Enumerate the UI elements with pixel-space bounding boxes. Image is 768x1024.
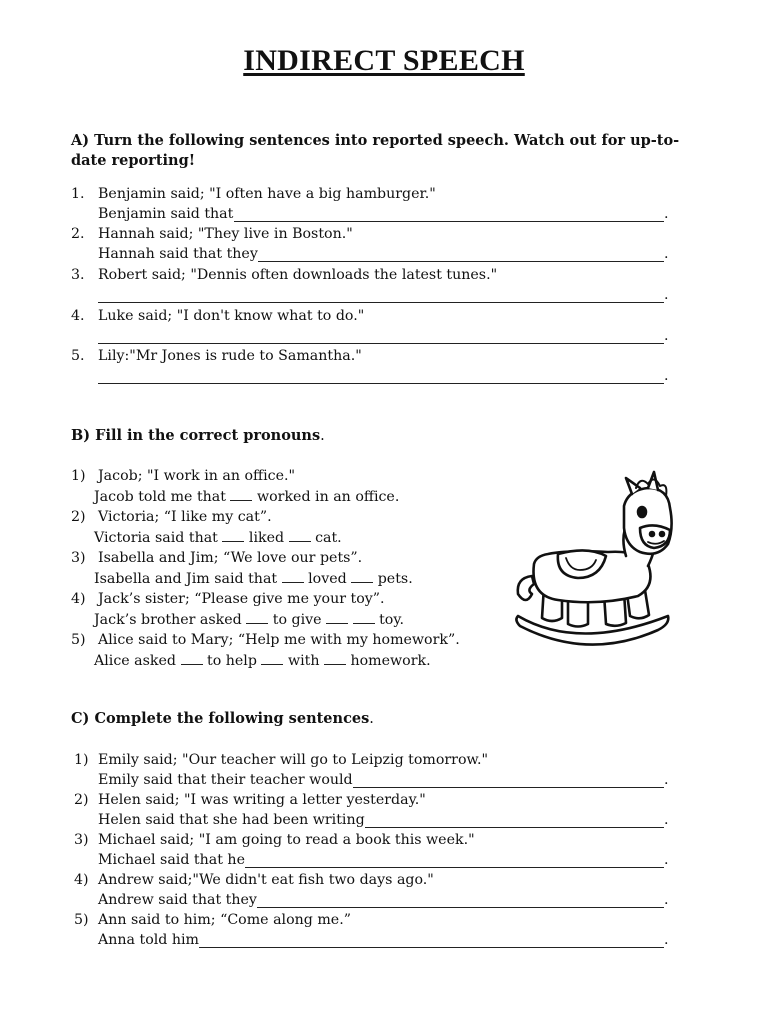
item-fill-sentence	[94, 527, 342, 548]
sentence-part: liked	[244, 530, 289, 546]
item-number: 1)	[71, 468, 86, 484]
sentence-part: to help	[202, 653, 262, 669]
answer-line[interactable]	[353, 770, 664, 790]
sentence-part: Isabella and Jim said that	[94, 571, 282, 587]
answer-line[interactable]	[258, 244, 664, 264]
section-b-heading-text: B) Fill in the correct pronouns	[71, 427, 321, 444]
pronoun-blank[interactable]	[353, 609, 375, 624]
item-number: 5)	[74, 912, 89, 928]
line-period: .	[664, 246, 669, 262]
item-number: 4.	[71, 308, 85, 324]
section-c-heading-period: .	[369, 711, 374, 727]
item-number: 1)	[74, 752, 89, 768]
item-number: 4)	[74, 872, 89, 888]
line-period: .	[664, 812, 669, 828]
item-fill-sentence	[94, 568, 413, 589]
item-number: 2.	[71, 226, 85, 242]
item-number: 5)	[71, 632, 86, 648]
sentence-part: Jacob told me that	[94, 489, 231, 505]
sentence-part: Jack’s brother asked	[94, 612, 247, 628]
line-period: .	[664, 287, 669, 303]
item-number: 3)	[71, 550, 86, 566]
item-prompt: Emily said that their teacher would	[98, 772, 353, 788]
item-quote: Isabella and Jim; “We love our pets”.	[98, 550, 363, 566]
page-title: INDIRECT SPEECH	[243, 44, 525, 77]
rocking-horse-illustration	[508, 466, 678, 656]
item-number: 3)	[74, 832, 89, 848]
sentence-part: toy.	[374, 612, 404, 628]
sentence-part: pets.	[373, 571, 413, 587]
sentence-part: Victoria said that	[94, 530, 223, 546]
item-number: 3.	[71, 267, 85, 283]
pronoun-blank[interactable]	[181, 650, 203, 665]
answer-line[interactable]	[365, 810, 664, 830]
pronoun-blank[interactable]	[230, 486, 252, 501]
section-a-heading-line1: A) Turn the following sentences into reported speech. Watch out for up-to-	[71, 132, 680, 149]
answer-line[interactable]	[257, 890, 664, 910]
section-b-heading-period: .	[320, 428, 325, 444]
line-period: .	[664, 772, 669, 788]
pronoun-blank[interactable]	[351, 568, 373, 583]
item-number: 1.	[71, 186, 85, 202]
answer-line[interactable]	[98, 366, 664, 386]
line-period: .	[664, 206, 669, 222]
item-prompt: Andrew said that they	[98, 892, 257, 908]
pronoun-blank[interactable]	[289, 527, 311, 542]
sentence-part: with	[283, 653, 324, 669]
item-quote: Lily:"Mr Jones is rude to Samantha."	[98, 348, 362, 364]
line-period: .	[664, 328, 669, 344]
answer-line[interactable]	[234, 204, 664, 224]
sentence-part: cat.	[310, 530, 342, 546]
item-quote: Robert said; "Dennis often downloads the latest tunes."	[98, 267, 498, 283]
sentence-part: worked in an office.	[252, 489, 400, 505]
item-fill-sentence	[94, 609, 404, 630]
item-prompt: Benjamin said that	[98, 206, 234, 222]
item-prompt: Hannah said that they	[98, 246, 258, 262]
pronoun-blank[interactable]	[282, 568, 304, 583]
item-number: 2)	[71, 509, 86, 525]
sentence-part: Alice asked	[94, 653, 181, 669]
section-c-heading-text: C) Complete the following sentences	[71, 710, 370, 727]
item-quote: Jacob; "I work in an office."	[98, 468, 296, 484]
pronoun-blank[interactable]	[261, 650, 283, 665]
item-number: 2)	[74, 792, 89, 808]
item-fill-sentence	[94, 650, 431, 671]
pronoun-blank[interactable]	[324, 650, 346, 665]
line-period: .	[664, 852, 669, 868]
line-period: .	[664, 892, 669, 908]
item-quote: Ann said to him; “Come along me.”	[98, 912, 351, 928]
line-period: .	[664, 932, 669, 948]
item-quote: Emily said; "Our teacher will go to Leipzig tomorrow."	[98, 752, 489, 768]
item-quote: Benjamin said; "I often have a big hamburger."	[98, 186, 436, 202]
item-quote: Andrew said;"We didn't eat fish two days ago."	[98, 872, 434, 888]
sentence-part: homework.	[345, 653, 431, 669]
sentence-part: to give	[268, 612, 327, 628]
item-quote: Alice said to Mary; “Help me with my homework”.	[98, 632, 460, 648]
item-quote: Luke said; "I don't know what to do."	[98, 308, 365, 324]
answer-line[interactable]	[245, 850, 664, 870]
pronoun-blank[interactable]	[326, 609, 348, 624]
item-quote: Jack’s sister; “Please give me your toy”.	[98, 591, 385, 607]
item-prompt: Anna told him	[98, 932, 199, 948]
item-prompt: Helen said that she had been writing	[98, 812, 365, 828]
pronoun-blank[interactable]	[222, 527, 244, 542]
item-number: 4)	[71, 591, 86, 607]
item-quote: Michael said; "I am going to read a book this week."	[98, 832, 475, 848]
item-quote: Helen said; "I was writing a letter yesterday."	[98, 792, 426, 808]
answer-line[interactable]	[98, 326, 664, 346]
item-quote: Hannah said; "They live in Boston."	[98, 226, 353, 242]
pronoun-blank[interactable]	[246, 609, 268, 624]
item-number: 5.	[71, 348, 85, 364]
line-period: .	[664, 368, 669, 384]
answer-line[interactable]	[199, 930, 664, 950]
item-fill-sentence	[94, 486, 399, 507]
item-prompt: Michael said that he	[98, 852, 245, 868]
sentence-part: loved	[303, 571, 352, 587]
item-quote: Victoria; “I like my cat”.	[98, 509, 272, 525]
section-a-heading-line2: date reporting!	[71, 152, 196, 169]
answer-line[interactable]	[98, 285, 664, 305]
